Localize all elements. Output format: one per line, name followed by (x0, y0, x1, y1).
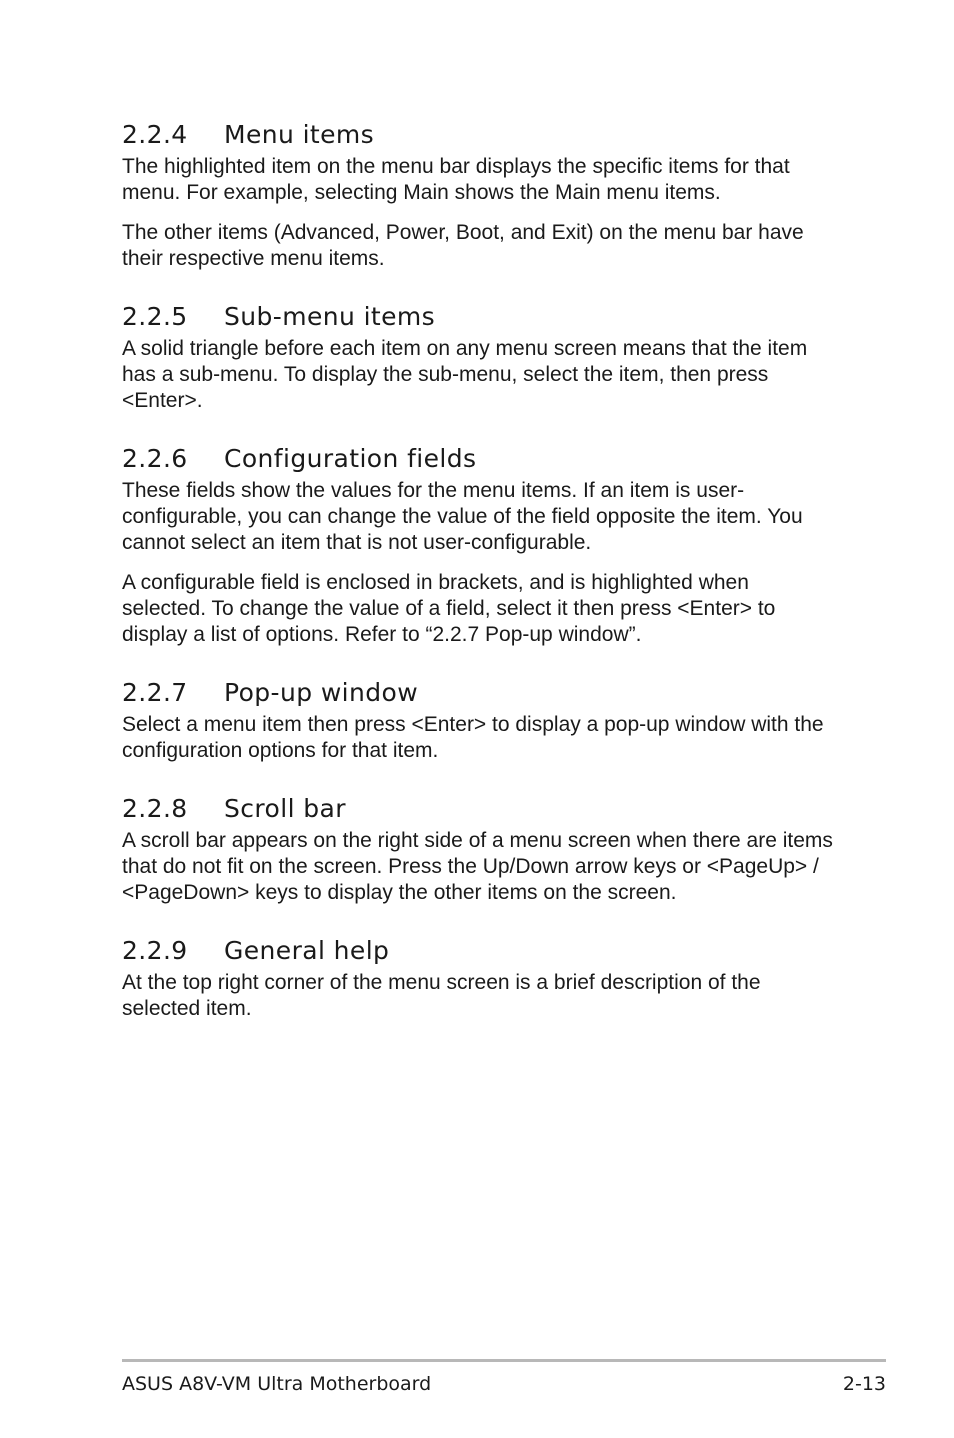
section-heading (122, 792, 834, 826)
section-title: Sub-menu items (224, 302, 436, 331)
paragraph: Select a menu item then press <Enter> to display a pop-up window with the configuration options for that item. (122, 713, 824, 762)
section-heading (122, 300, 834, 334)
section-title: Scroll bar (224, 794, 346, 823)
section-sub-menu-items (122, 300, 834, 414)
section-number: 2.2.4 (122, 120, 188, 149)
section-number: 2.2.7 (122, 678, 188, 707)
section-title: Menu items (224, 120, 375, 149)
section-number: 2.2.6 (122, 444, 188, 473)
section-number: 2.2.8 (122, 794, 188, 823)
section-scroll-bar (122, 792, 834, 906)
section-configuration-fields (122, 442, 834, 648)
page-content (122, 118, 834, 1022)
paragraph: A configurable field is enclosed in brackets, and is highlighted when selected. To change the value of a field, select it then press <Enter> to display a list of options. Refer to “2.2.7 Pop-up window”. (122, 571, 776, 646)
footer-product-name: ASUS A8V-VM Ultra Motherboard (122, 1373, 432, 1395)
section-general-help (122, 934, 834, 1022)
section-pop-up-window (122, 676, 834, 764)
paragraph: At the top right corner of the menu screen is a brief description of the selected item. (122, 971, 761, 1020)
section-title: Configuration fields (224, 444, 477, 473)
section-number: 2.2.5 (122, 302, 188, 331)
paragraph: The other items (Advanced, Power, Boot, and Exit) on the menu bar have their respective menu items. (122, 221, 804, 270)
paragraph: A solid triangle before each item on any menu screen means that the item has a sub-menu. To display the sub-menu, select the item, then press <Enter>. (122, 337, 808, 412)
paragraph: A scroll bar appears on the right side of a menu screen when there are items that do not fit on the screen. Press the Up/Down arrow keys or <PageUp> / <PageDown> keys to display the other items on the screen. (122, 829, 833, 904)
section-heading (122, 934, 834, 968)
section-title: Pop-up window (224, 678, 419, 707)
section-menu-items (122, 118, 834, 272)
section-heading (122, 676, 834, 710)
section-heading (122, 442, 834, 476)
footer-page-number: 2-13 (842, 1373, 886, 1395)
paragraph: The highlighted item on the menu bar displays the specific items for that menu. For example, selecting Main shows the Main menu items. (122, 155, 790, 204)
section-heading (122, 118, 834, 152)
section-number: 2.2.9 (122, 936, 188, 965)
footer-divider (122, 1359, 886, 1362)
section-title: General help (224, 936, 390, 965)
paragraph: These fields show the values for the menu items. If an item is user-configurable, you can change the value of the field opposite the item. You cannot select an item that is not user-configurable. (122, 479, 803, 554)
